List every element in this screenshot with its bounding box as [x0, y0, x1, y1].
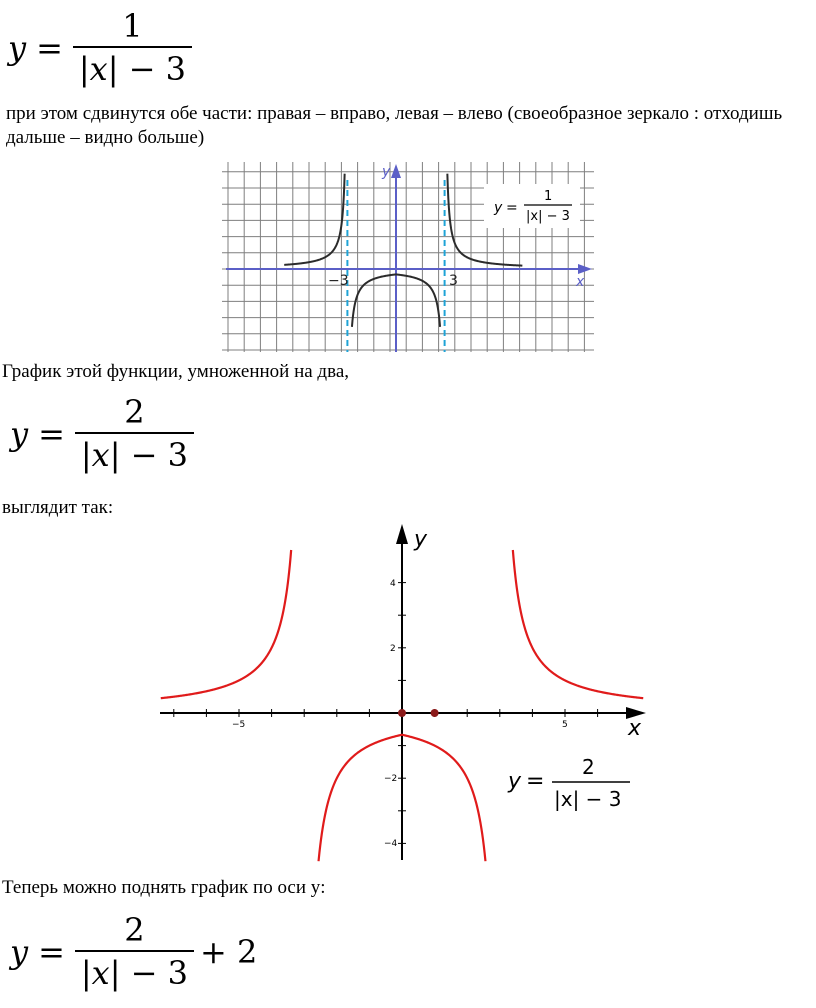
formula-numerator: 2 — [124, 393, 145, 431]
formula-3 — [10, 912, 257, 992]
legend-denominator: |x| − 3 — [526, 209, 570, 224]
legend-equals: = — [506, 200, 518, 216]
formula-denominator: |x| − 3 — [75, 432, 194, 474]
formula-fraction — [75, 394, 194, 474]
graph-one-over-abs-x-minus-3 — [222, 162, 594, 352]
graph-two-over-abs-x-minus-3 — [150, 520, 660, 870]
y-axis-label: y — [414, 527, 428, 552]
y-tick-label-neg4: −4 — [384, 839, 398, 849]
formula-lhs: y — [8, 29, 27, 67]
paragraph-looks-like: выглядит так: — [2, 497, 114, 518]
legend-numerator: 1 — [544, 189, 553, 204]
y-tick-label-2: 2 — [390, 644, 396, 654]
formula-numerator: 2 — [124, 911, 145, 949]
legend-numerator: 2 — [582, 755, 595, 779]
x-tick-label-5: 5 — [562, 720, 568, 730]
formula-2 — [10, 394, 194, 474]
paragraph-shift-explanation: при этом сдвинутся обе части: правая – вправо, левая – влево (своеобразное зеркало : отходишь дальше – видно больше) — [6, 103, 783, 148]
curve-left-branch — [161, 550, 291, 698]
formula-equals: = — [38, 415, 65, 453]
formula-denominator: |x| − 3 — [73, 46, 192, 88]
paragraph-multiplied-by-two: График этой функции, умноженной на два, — [2, 361, 350, 382]
legend-lhs: y — [494, 200, 503, 216]
formula-plus-two: + 2 — [200, 933, 258, 971]
formula-1 — [8, 8, 192, 88]
formula-equals: = — [36, 29, 63, 67]
x-tick-label-neg5: −5 — [232, 720, 246, 730]
y-tick-label-neg2: −2 — [384, 774, 398, 784]
formula-numerator: 1 — [122, 7, 143, 45]
formula-fraction — [75, 912, 194, 992]
legend-denominator: |x| − 3 — [554, 787, 622, 811]
y-axis-label: y — [382, 164, 391, 180]
curve-right-branch — [513, 550, 643, 698]
y-axis-arrow — [396, 524, 408, 544]
y-tick-label-4: 4 — [390, 579, 396, 589]
tick-label-neg3: −3 — [328, 273, 349, 289]
marked-point — [398, 709, 406, 717]
marked-point — [431, 709, 439, 717]
formula-denominator: |x| − 3 — [75, 950, 194, 992]
formula-fraction — [73, 8, 192, 88]
legend-lhs: y — [508, 769, 522, 794]
x-axis-label: x — [576, 274, 585, 290]
x-axis-label: x — [628, 716, 642, 741]
tick-label-pos3: 3 — [449, 273, 458, 289]
paragraph-lift-graph: Теперь можно поднять график по оси y: — [2, 877, 326, 898]
formula-lhs: y — [10, 933, 29, 971]
formula-lhs: y — [10, 415, 29, 453]
formula-equals: = — [38, 933, 65, 971]
legend-equals: = — [526, 769, 545, 794]
